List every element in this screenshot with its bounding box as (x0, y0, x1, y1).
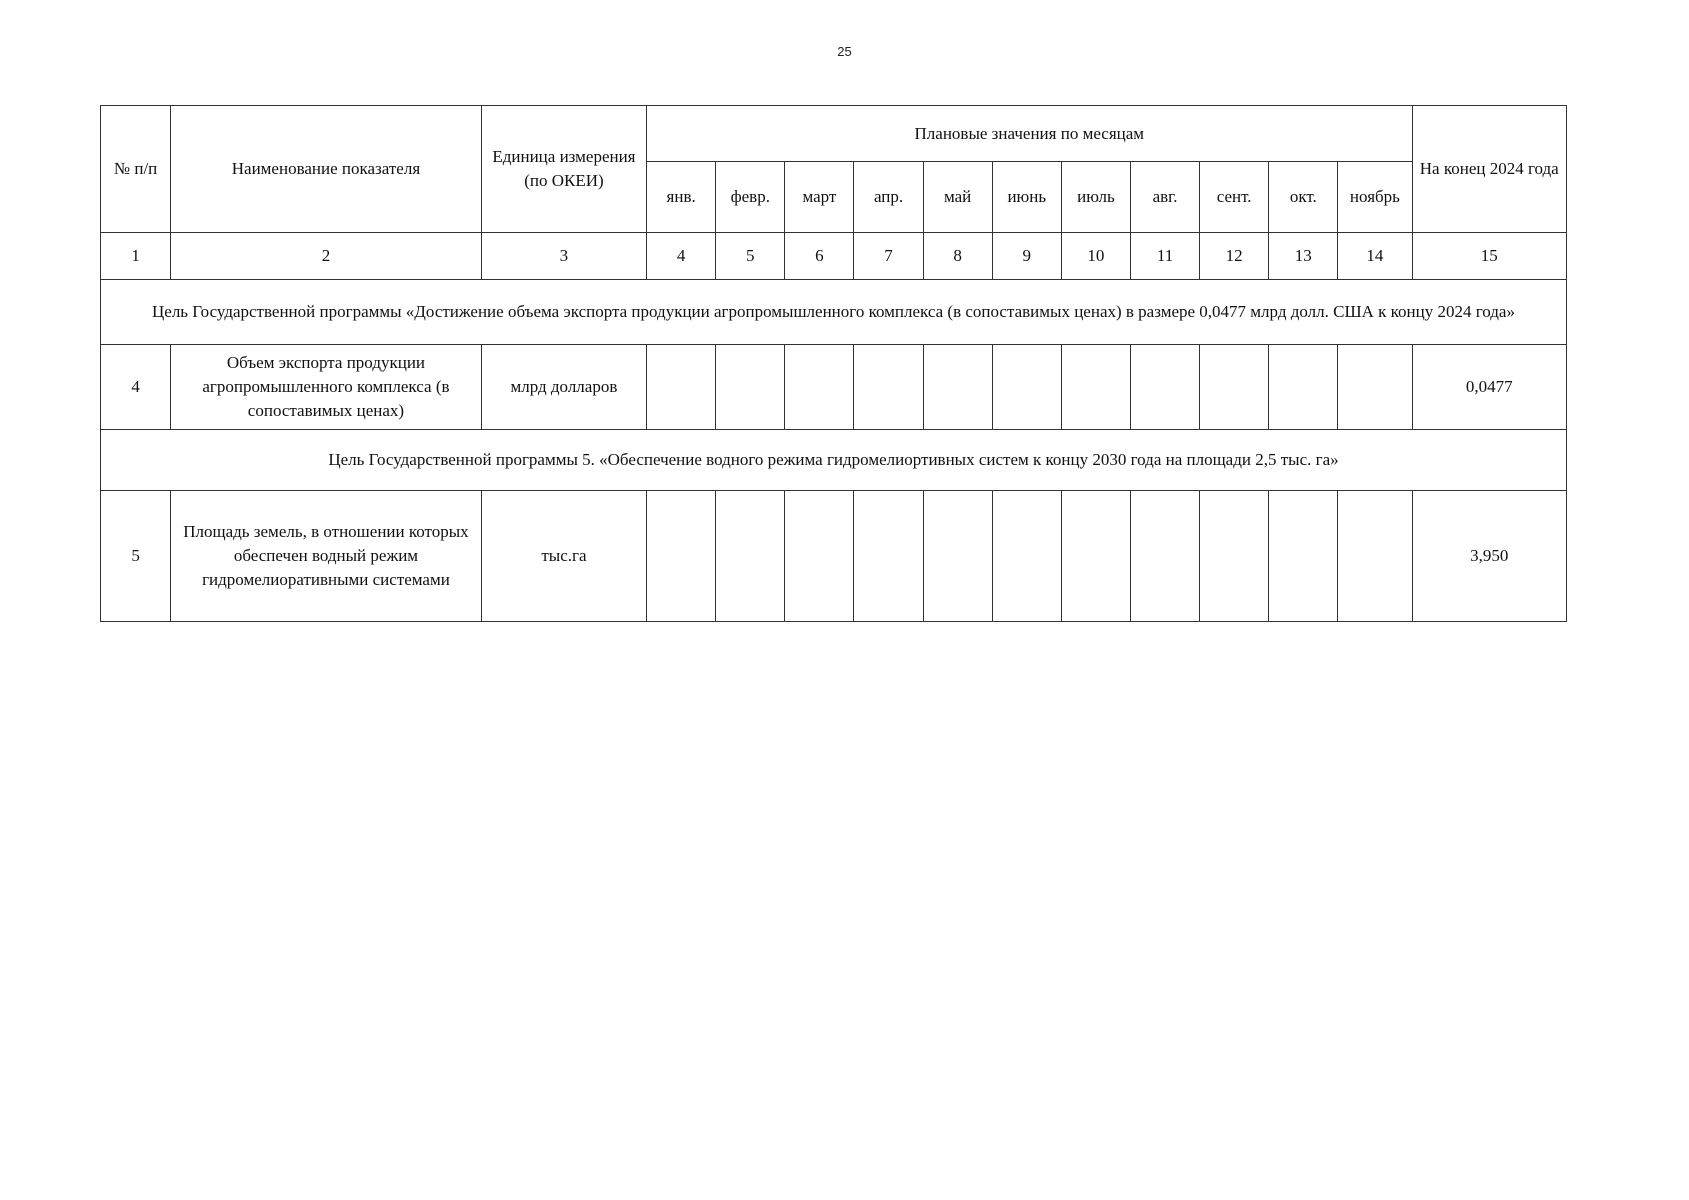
month-value-cell (785, 345, 854, 430)
column-number: 3 (481, 233, 646, 280)
header-month-feb: февр. (716, 162, 785, 233)
column-number: 10 (1061, 233, 1130, 280)
month-value-cell (992, 345, 1061, 430)
month-value-cell (1269, 491, 1338, 622)
column-number: 15 (1412, 233, 1566, 280)
month-value-cell (1338, 491, 1412, 622)
plan-values-table (100, 105, 1567, 622)
column-number: 4 (647, 233, 716, 280)
month-value-cell (716, 491, 785, 622)
year-end-value: 0,0477 (1412, 345, 1566, 430)
month-value-cell (647, 345, 716, 430)
header-month-aug: авг. (1130, 162, 1199, 233)
month-value-cell (854, 491, 923, 622)
table-row (101, 491, 1567, 622)
month-value-cell (854, 345, 923, 430)
month-value-cell (1130, 345, 1199, 430)
month-value-cell (923, 491, 992, 622)
month-value-cell (1061, 345, 1130, 430)
column-number: 13 (1269, 233, 1338, 280)
indicator-name: Площадь земель, в отношении которых обеспечен водный режим гидромелиоративными системами (171, 491, 482, 622)
header-month-sep: сент. (1200, 162, 1269, 233)
header-month-nov: ноябрь (1338, 162, 1412, 233)
year-end-value: 3,950 (1412, 491, 1566, 622)
indicator-unit: млрд долларов (481, 345, 646, 430)
header-month-jan: янв. (647, 162, 716, 233)
row-number: 5 (101, 491, 171, 622)
indicator-unit: тыс.га (481, 491, 646, 622)
month-value-cell (647, 491, 716, 622)
goal-row (101, 430, 1567, 491)
column-number: 8 (923, 233, 992, 280)
header-month-oct: окт. (1269, 162, 1338, 233)
indicator-name: Объем экспорта продукции агропромышленного комплекса (в сопоставимых ценах) (171, 345, 482, 430)
header-monthly-plan: Плановые значения по месяцам (647, 106, 1412, 162)
month-value-cell (1200, 491, 1269, 622)
month-value-cell (1200, 345, 1269, 430)
row-number: 4 (101, 345, 171, 430)
goal-export-text: Цель Государственной программы «Достижение объема экспорта продукции агропромышленного комплекса (в сопоставимых ценах) в размере 0,0477 млрд долл. США к концу 2024 года» (101, 280, 1567, 345)
month-value-cell (785, 491, 854, 622)
column-number: 6 (785, 233, 854, 280)
month-value-cell (1269, 345, 1338, 430)
month-value-cell (992, 491, 1061, 622)
column-number: 11 (1130, 233, 1199, 280)
header-number: № п/п (101, 106, 171, 233)
header-indicator-name: Наименование показателя (171, 106, 482, 233)
month-value-cell (923, 345, 992, 430)
column-number: 2 (171, 233, 482, 280)
header-unit: Единица измерения (по ОКЕИ) (481, 106, 646, 233)
month-value-cell (1061, 491, 1130, 622)
header-month-mar: март (785, 162, 854, 233)
header-month-may: май (923, 162, 992, 233)
header-month-jun: июнь (992, 162, 1061, 233)
month-value-cell (1338, 345, 1412, 430)
column-number: 14 (1338, 233, 1412, 280)
column-number: 1 (101, 233, 171, 280)
goal-water-regime-text: Цель Государственной программы 5. «Обеспечение водного режима гидромелиортивных систем к концу 2030 года на площади 2,5 тыс. га» (101, 430, 1567, 491)
month-value-cell (716, 345, 785, 430)
header-row-main (101, 106, 1567, 162)
goal-row (101, 280, 1567, 345)
header-month-jul: июль (1061, 162, 1130, 233)
column-number: 12 (1200, 233, 1269, 280)
column-number: 9 (992, 233, 1061, 280)
month-value-cell (1130, 491, 1199, 622)
header-month-apr: апр. (854, 162, 923, 233)
column-number: 5 (716, 233, 785, 280)
column-number-row (101, 233, 1567, 280)
table-row (101, 345, 1567, 430)
header-year-end: На конец 2024 года (1412, 106, 1566, 233)
column-number: 7 (854, 233, 923, 280)
page-number: 25 (837, 44, 852, 59)
